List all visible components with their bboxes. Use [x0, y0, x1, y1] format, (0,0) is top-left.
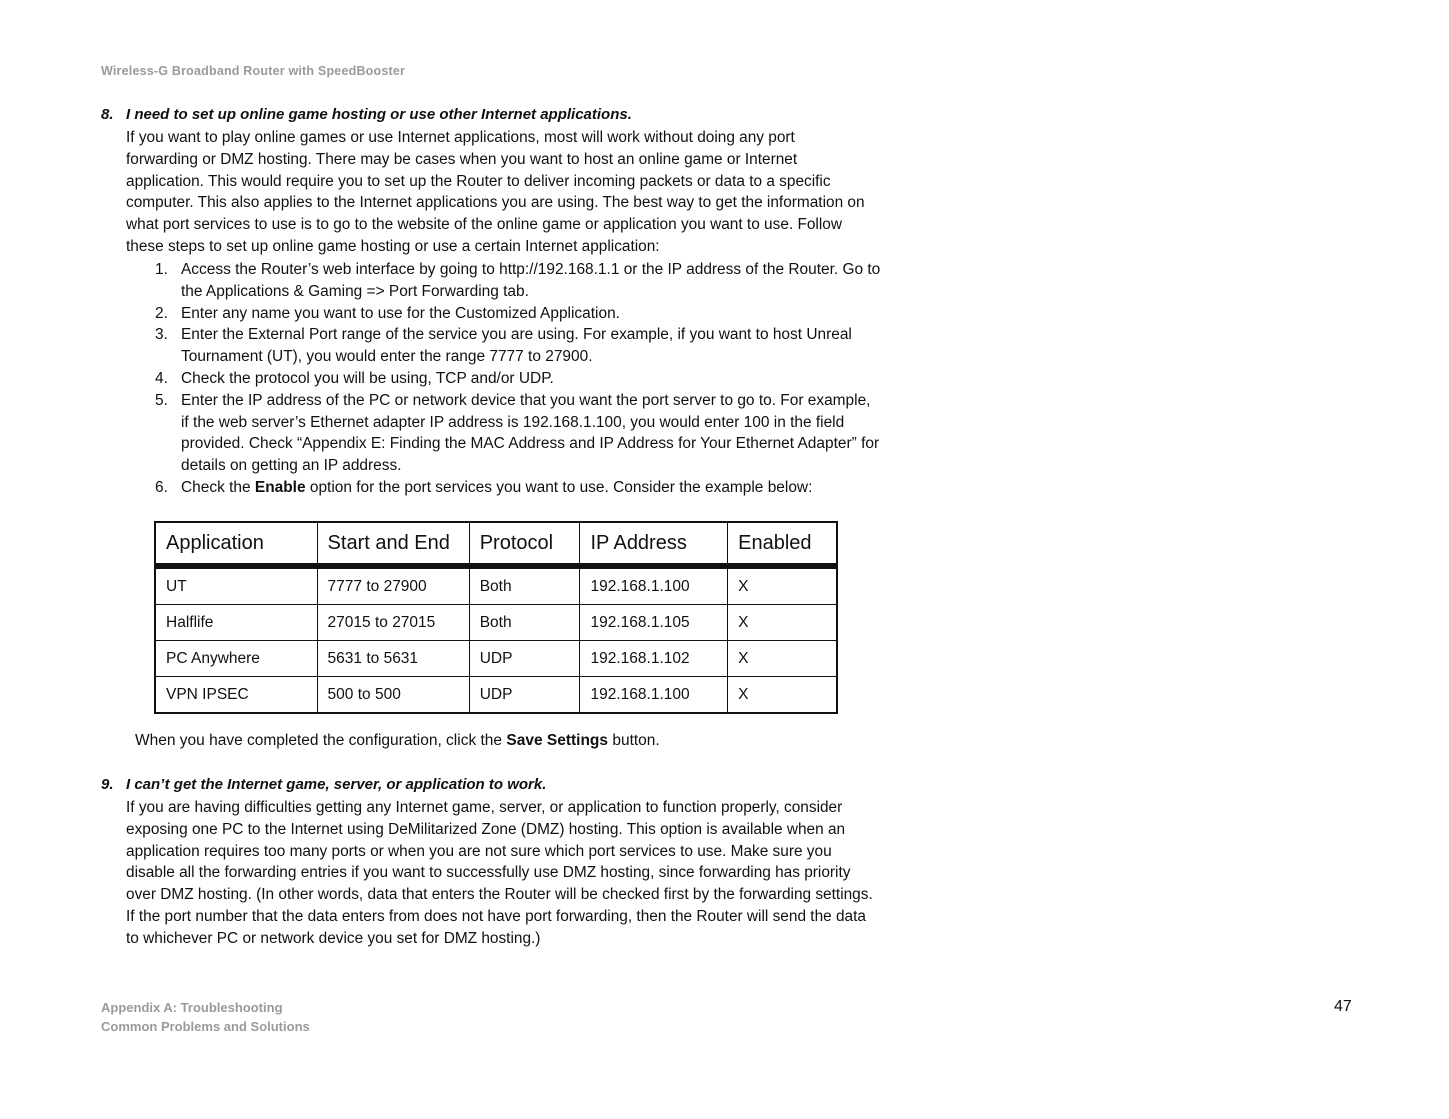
footer-subsection: Common Problems and Solutions — [101, 1019, 310, 1034]
step-number: 1. — [155, 261, 168, 278]
step-6 — [155, 477, 895, 499]
step-line: details on getting an IP address. — [181, 457, 402, 475]
paragraph-line: to whichever PC or network device you set for DMZ hosting.) — [126, 929, 541, 947]
column-header-ip-address: IP Address — [580, 522, 728, 566]
question-8-paragraph — [126, 127, 896, 258]
step-number: 2. — [155, 304, 168, 322]
table-row — [155, 566, 837, 605]
column-header-protocol: Protocol — [469, 522, 580, 566]
paragraph-line: If you want to play online games or use Internet applications, most will work without doing any port — [126, 129, 795, 146]
port-forwarding-example-table — [154, 521, 838, 714]
instruction-text: button. — [608, 732, 660, 749]
footer-section: Appendix A: Troubleshooting — [101, 1000, 283, 1015]
table-cell: PC Anywhere — [155, 641, 317, 677]
table-cell: X — [728, 566, 837, 605]
question-number: 9. — [101, 776, 114, 793]
table-cell: 7777 to 27900 — [317, 566, 469, 605]
paragraph-line: computer. This also applies to the Internet applications you are using. The best way to get the information on — [126, 194, 865, 212]
step-4 — [155, 368, 895, 390]
step-text: Check the — [181, 478, 255, 496]
table-cell: VPN IPSEC — [155, 677, 317, 714]
table-cell: Both — [469, 566, 580, 605]
enable-option-label: Enable — [254, 478, 306, 496]
step-2 — [155, 303, 895, 325]
table-cell: UDP — [469, 677, 580, 714]
question-text: I need to set up online game hosting or use other Internet applications. — [126, 106, 632, 123]
step-number: 4. — [155, 369, 168, 387]
paragraph-line: If you are having difficulties getting any Internet game, server, or application to function properly, consider — [126, 799, 843, 816]
table-cell: 192.168.1.100 — [580, 677, 728, 714]
paragraph-line: over DMZ hosting. (In other words, data that enters the Router will be checked first by the forwarding settings. — [126, 886, 873, 904]
question-number: 8. — [101, 106, 114, 123]
instruction-text: When you have completed the configuration, click the — [135, 732, 507, 749]
paragraph-line: these steps to set up online game hosting or use a certain Internet application: — [126, 237, 660, 255]
table-row — [155, 677, 837, 714]
table-cell: Halflife — [155, 605, 317, 641]
table-cell: 5631 to 5631 — [317, 641, 469, 677]
step-line: Tournament (UT), you would enter the range 7777 to 27900. — [181, 348, 593, 366]
column-header-application: Application — [155, 522, 317, 566]
paragraph-line: application. This would require you to set up the Router to deliver incoming packets or data to a specific — [126, 172, 831, 190]
step-line: Enter any name you want to use for the Customized Application. — [181, 304, 620, 322]
table-cell: 192.168.1.102 — [580, 641, 728, 677]
table-row — [155, 641, 837, 677]
table-cell: X — [728, 677, 837, 714]
table-cell: UT — [155, 566, 317, 605]
table-cell: Both — [469, 605, 580, 641]
running-header: Wireless-G Broadband Router with SpeedBooster — [101, 64, 406, 78]
table-cell: X — [728, 641, 837, 677]
step-line: Check the protocol you will be using, TCP and/or UDP. — [181, 369, 554, 387]
table-cell: 27015 to 27015 — [317, 605, 469, 641]
save-settings-label: Save Settings — [506, 732, 609, 749]
step-line: Enter the IP address of the PC or network device that you want the port server to go to. For example, — [181, 391, 871, 409]
step-3 — [155, 324, 895, 368]
step-line — [181, 477, 893, 499]
step-number: 5. — [155, 391, 168, 409]
table-cell: UDP — [469, 641, 580, 677]
step-number: 3. — [155, 326, 168, 344]
steps-list — [155, 259, 895, 499]
table-cell: 500 to 500 — [317, 677, 469, 714]
table-row — [155, 605, 837, 641]
table-cell: X — [728, 605, 837, 641]
question-text: I can’t get the Internet game, server, or application to work. — [126, 776, 547, 793]
question-8-title — [101, 106, 632, 123]
column-header-start-end: Start and End — [317, 522, 469, 566]
table-cell: 192.168.1.100 — [580, 566, 728, 605]
paragraph-line: what port services to use is to go to the website of the online game or application you want to use. Follow — [126, 216, 842, 234]
step-line: Access the Router’s web interface by going to http://192.168.1.1 or the IP address of the Router. Go to — [181, 261, 881, 278]
step-number: 6. — [155, 478, 168, 496]
step-line: Enter the External Port range of the service you are using. For example, if you want to host Unreal — [181, 326, 852, 344]
paragraph-line: disable all the forwarding entries if you want to successfully use DMZ hosting, since forwarding has priority — [126, 864, 851, 882]
save-settings-instruction — [135, 732, 660, 750]
step-line: provided. Check “Appendix E: Finding the MAC Address and IP Address for Your Ethernet Adapter” for — [181, 435, 880, 453]
paragraph-line: exposing one PC to the Internet using DeMilitarized Zone (DMZ) hosting. This option is available when an — [126, 820, 846, 838]
paragraph-line: If the port number that the data enters from does not have port forwarding, then the Router will send the data — [126, 907, 866, 925]
paragraph-line: application requires too many ports or when you are not sure which port services to use. Make sure you — [126, 842, 832, 860]
step-1 — [155, 259, 895, 303]
question-9-title — [101, 776, 546, 793]
step-text: option for the port services you want to use. Consider the example below: — [305, 478, 813, 496]
step-line: if the web server’s Ethernet adapter IP address is 192.168.1.100, you would enter 100 in the field — [181, 413, 845, 431]
step-5 — [155, 390, 895, 477]
step-line: the Applications & Gaming => Port Forwarding tab. — [181, 282, 529, 300]
table-cell: 192.168.1.105 — [580, 605, 728, 641]
page-number: 47 — [1334, 998, 1352, 1015]
paragraph-line: forwarding or DMZ hosting. There may be cases when you want to host an online game or Internet — [126, 150, 798, 168]
column-header-enabled: Enabled — [728, 522, 837, 566]
question-9-paragraph — [126, 797, 896, 950]
table-header-row — [155, 522, 837, 566]
page-footer — [101, 998, 310, 1036]
